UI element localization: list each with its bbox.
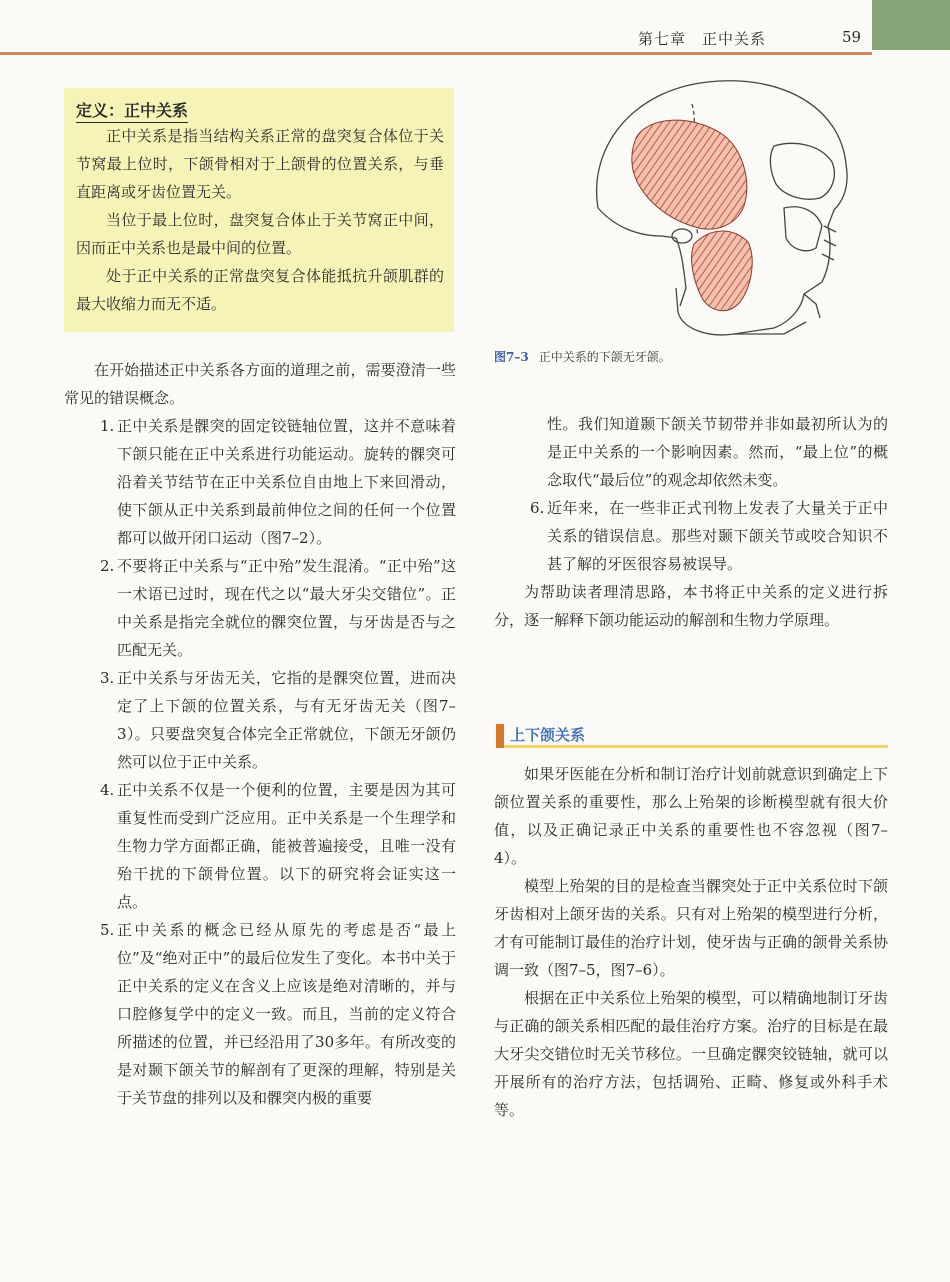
left-column (64, 356, 456, 1112)
list-number: 3. (100, 669, 115, 687)
header-rule (0, 52, 872, 55)
section-paragraph: 模型上殆架的目的是检查当髁突处于正中关系位时下颌牙齿相对上颌牙齿的关系。只有对上殆架的模型进行分析，才有可能制订最佳的治疗计划，使牙齿与正确的颌骨关系协调一致（图7–5，图7–6）。 (494, 877, 888, 979)
skull-muscle-figure (584, 76, 874, 342)
chapter-corner-tab (872, 0, 950, 50)
pterygoid-muscle (692, 231, 753, 311)
list-number: 4. (100, 781, 115, 799)
section-body (494, 760, 888, 1124)
section-marker (496, 724, 504, 748)
list-number: 2. (100, 557, 115, 575)
condyle (672, 229, 692, 243)
list-item (64, 916, 456, 1112)
section-paragraph: 根据在正中关系位上殆架的模型，可以精确地制订牙齿与正确的颌关系相匹配的最佳治疗方案。治疗的目标是在最大牙尖交错位时无关节移位。一旦确定髁突铰链轴，就可以开展所有的治疗方法，包括调殆、正畸、修复或外科手术等。 (494, 989, 888, 1119)
list-number: 5. (100, 921, 115, 939)
definition-paragraph: 正中关系是指当结构关系正常的盘突复合体位于关节窝最上位时，下颌骨相对于上颌骨的位置关系，与垂直距离或牙齿位置无关。 (76, 127, 444, 201)
definition-body (76, 122, 444, 318)
chapter-title: 第七章 正中关系 (638, 30, 767, 48)
list-number: 1. (100, 417, 115, 435)
misconception-list (64, 412, 456, 1112)
intro-paragraph: 在开始描述正中关系各方面的道理之前，需要澄清一些常见的错误概念。 (64, 361, 456, 407)
list-item (64, 552, 456, 664)
masseter-muscle (632, 120, 747, 229)
list-item (64, 412, 456, 552)
section-title: 上下颌关系 (510, 726, 586, 744)
figure-label: 图7–3 (494, 350, 529, 364)
list-item-text: 正中关系是髁突的固定铰链轴位置，这并不意味着下颌只能在正中关系进行功能运动。旋转的髁突可沿着关节结节在正中关系位自由地上下来回滑动，使下颌从正中关系到最前伸位之间的任何一个位置都可以做开闭口运动（图7–2）。 (117, 417, 456, 547)
page-number: 59 (842, 28, 862, 46)
list-item (494, 494, 888, 578)
misconception-list-continued (494, 410, 888, 578)
figure-caption (494, 348, 671, 365)
summary-paragraph: 为帮助读者理清思路，本书将正中关系的定义进行拆分，逐一解释下颌功能运动的解剖和生物力学原理。 (494, 583, 888, 629)
figure-caption-text: 正中关系的下颌无牙颌。 (538, 350, 671, 364)
list-number: 6. (530, 499, 545, 517)
list-item-text: 正中关系与牙齿无关，它指的是髁突位置，进而决定了上下颌的位置关系，与有无牙齿无关（图7–3）。只要盘突复合体完全正常就位，下颌无牙颌仍然可以位于正中关系。 (117, 669, 456, 771)
list-item-text: 性。我们知道颞下颌关节韧带并非如最初所认为的是正中关系的一个影响因素。然而，“最上位”的概念取代“最后位”的观念却依然未变。 (547, 415, 888, 489)
list-item-text: 正中关系的概念已经从原先的考虑是否“最上位”及“绝对正中”的最后位发生了变化。本书中关于正中关系的定义在含义上应该是绝对清晰的，并与口腔修复学中的定义一致。而且，当前的定义符合所描述的位置，并已经沿用了30多年。有所改变的是对颞下颌关节的解剖有了更深的理解，特别是关于关节盘的排列以及和髁突内极的重要 (117, 921, 456, 1107)
list-item (64, 776, 456, 916)
right-column-top (494, 410, 888, 634)
definition-title: 定义：正中关系 (76, 98, 188, 123)
section-paragraph: 如果牙医能在分析和制订治疗计划前就意识到确定上下颌位置关系的重要性，那么上殆架的诊断模型就有很大价值，以及正确记录正中关系的重要性也不容忽视（图7–4）。 (494, 765, 888, 867)
definition-paragraph: 当位于最上位时，盘突复合体止于关节窝正中间，因而正中关系也是最中间的位置。 (76, 211, 444, 257)
list-item-text: 近年来，在一些非正式刊物上发表了大量关于正中关系的错误信息。那些对颞下颌关节或咬合知识不甚了解的牙医很容易被误导。 (547, 499, 888, 573)
list-item-text: 正中关系不仅是一个便利的位置，主要是因为其可重复性而受到广泛应用。正中关系是一个生理学和生物力学方面都正确，能被普遍接受，且唯一没有殆干扰的下颌骨位置。以下的研究将会证实这一点。 (117, 781, 456, 911)
list-item-text: 不要将正中关系与“正中殆”发生混淆。“正中殆”这一术语已过时，现在代之以“最大牙尖交错位”。正中关系是指完全就位的髁突位置，与牙齿是否与之匹配无关。 (117, 557, 456, 659)
list-item (64, 664, 456, 776)
definition-paragraph: 处于正中关系的正常盘突复合体能抵抗升颌肌群的最大收缩力而无不适。 (76, 267, 444, 313)
section-underline (504, 745, 888, 748)
list-item-continuation (494, 410, 888, 494)
